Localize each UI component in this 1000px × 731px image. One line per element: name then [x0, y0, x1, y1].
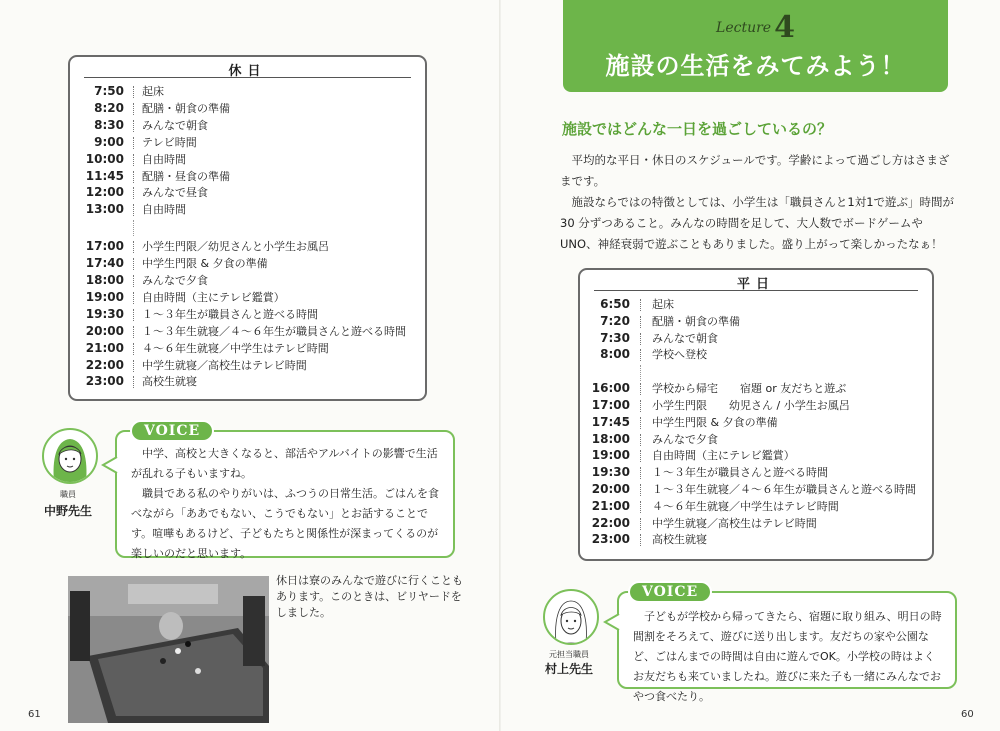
- schedule-time: 18:00: [85, 273, 124, 287]
- schedule-time: 22:00: [591, 515, 630, 530]
- schedule-row: [580, 481, 932, 498]
- schedule-time: 18:00: [591, 431, 630, 446]
- time-separator: [133, 86, 134, 98]
- schedule-row: [580, 397, 932, 414]
- schedule-activity: みんなで昼食: [142, 186, 208, 200]
- schedule-activity: みんなで朝食: [652, 331, 718, 345]
- schedule-activity: みんなで夕食: [142, 274, 208, 287]
- schedule-activity: みんなで朝食: [142, 118, 208, 132]
- schedule-activity: テレビ時間: [142, 135, 197, 149]
- holiday-schedule-title: 休日: [84, 57, 411, 78]
- schedule-activity: 起床: [652, 298, 674, 311]
- schedule-row: [70, 201, 425, 218]
- time-separator: [133, 275, 134, 287]
- schedule-time: 21:00: [85, 340, 124, 355]
- schedule-row: [580, 346, 932, 363]
- time-separator: [133, 171, 134, 183]
- schedule-time: 19:30: [85, 306, 124, 321]
- schedule-activity: １～３年生就寝／４～６年生が職員さんと遊べる時間: [652, 483, 916, 496]
- voice-left-paragraph-2: 職員である私のやりがいは、ふつうの日常生活。ごはんを食べながら「ああでもない、こうでもない」とお話することです。喧嘩もあるけど、子どもたちと関係性が深まってくるのが楽しいのだと思います。: [131, 487, 439, 560]
- schedule-time: 17:45: [591, 414, 630, 429]
- page-number-right: 60: [961, 709, 974, 720]
- schedule-row: [70, 340, 425, 357]
- billiards-photo: [68, 576, 269, 723]
- schedule-row: [70, 373, 425, 390]
- schedule-time: 7:50: [94, 84, 124, 98]
- schedule-time: 19:00: [85, 289, 124, 304]
- avatar-nakano: [42, 428, 98, 484]
- schedule-row: [70, 323, 425, 340]
- schedule-time: 23:00: [591, 532, 630, 547]
- schedule-row: [580, 447, 932, 464]
- schedule-row: [70, 83, 425, 100]
- schedule-activity: 小学生門限／幼児さんと小学生お風呂: [142, 240, 329, 254]
- woman-face-icon: [545, 591, 597, 643]
- time-separator: [133, 120, 134, 132]
- schedule-row: [70, 168, 425, 185]
- time-separator: [640, 400, 641, 412]
- schedule-activity: 配膳・昼食の準備: [142, 169, 230, 183]
- schedule-time: 11:45: [85, 168, 124, 183]
- schedule-activity: 中学生門限 & 夕食の準備: [652, 415, 778, 429]
- page-fold: [499, 0, 501, 731]
- time-separator: [133, 187, 134, 199]
- voice-right-tag: VOICE: [628, 581, 712, 603]
- time-separator: [640, 383, 641, 395]
- schedule-row: [70, 289, 425, 306]
- time-separator: [640, 501, 641, 513]
- lecture-word: Lecture: [716, 20, 772, 36]
- schedule-row: [580, 498, 932, 515]
- schedule-gap-dots: [133, 220, 134, 236]
- schedule-activity: みんなで夕食: [652, 432, 718, 446]
- photo-caption: 休日は寮のみんなで遊びに行くこともあります。このときは、ビリヤードをしました。: [276, 574, 463, 619]
- schedule-row: [580, 464, 932, 481]
- schedule-activity: 起床: [142, 85, 164, 98]
- holiday-schedule-box: [68, 55, 427, 401]
- time-separator: [640, 434, 641, 446]
- schedule-gap-dots: [640, 365, 641, 381]
- lecture-title: 施設の生活をみてみよう！: [605, 52, 906, 80]
- time-separator: [133, 292, 134, 304]
- time-separator: [640, 316, 641, 328]
- schedule-time: 6:50: [600, 297, 630, 311]
- lecture-label: [563, 10, 948, 45]
- schedule-time: 23:00: [85, 374, 124, 389]
- voice-right-name: 村上先生: [544, 662, 593, 676]
- schedule-activity: １～３年生就寝／４～６年生が職員さんと遊べる時間: [142, 324, 406, 338]
- page-number-left: 61: [28, 709, 41, 720]
- schedule-row: [70, 100, 425, 117]
- time-separator: [640, 467, 641, 479]
- section-question: 施設ではどんな一日を過ごしているの？: [562, 120, 833, 138]
- schedule-activity: １～３年生が職員さんと遊べる時間: [652, 466, 828, 480]
- time-separator: [640, 417, 641, 429]
- schedule-row: [70, 255, 425, 272]
- voice-left-tail: [101, 455, 119, 475]
- schedule-time: 17:40: [85, 256, 124, 271]
- schedule-time: 7:30: [600, 330, 630, 345]
- intro-paragraph-1: 平均的な平日・休日のスケジュールです。学齢によって過ごし方はさまざまです。: [560, 153, 950, 188]
- schedule-time: 22:00: [85, 357, 124, 372]
- schedule-time: 17:00: [591, 398, 630, 412]
- schedule-activity: 自由時間（主にテレビ鑑賞）: [142, 290, 285, 304]
- time-separator: [133, 309, 134, 321]
- schedule-time: 8:00: [600, 347, 630, 362]
- schedule-activity: 小学生門限 幼児さん / 小学生お風呂: [652, 399, 850, 412]
- voice-right-tail: [603, 612, 621, 632]
- schedule-row: [580, 296, 932, 313]
- schedule-time: 10:00: [85, 151, 124, 166]
- schedule-row: [70, 272, 425, 289]
- weekday-schedule-title: 平日: [594, 270, 918, 291]
- schedule-row: [580, 313, 932, 330]
- voice-left-role: 職員: [60, 490, 76, 499]
- time-separator: [133, 103, 134, 115]
- schedule-activity: ４～６年生就寝／中学生はテレビ時間: [142, 341, 329, 355]
- schedule-activity: ４～６年生就寝／中学生はテレビ時間: [652, 499, 839, 513]
- schedule-activity: 自由時間: [142, 203, 186, 217]
- schedule-activity: 高校生就寝: [142, 375, 197, 389]
- schedule-time: 13:00: [85, 202, 124, 217]
- lecture-number: 4: [774, 10, 795, 45]
- schedule-activity: 配膳・朝食の準備: [652, 314, 740, 328]
- time-separator: [133, 376, 134, 388]
- time-separator: [133, 343, 134, 355]
- woman-face-icon: [44, 430, 96, 482]
- schedule-time: 8:20: [94, 100, 124, 115]
- schedule-time: 19:30: [591, 465, 630, 480]
- schedule-time: 7:20: [600, 313, 630, 328]
- schedule-row: [580, 380, 932, 397]
- time-separator: [640, 333, 641, 345]
- schedule-time: 21:00: [591, 498, 630, 513]
- schedule-row: [70, 357, 425, 374]
- weekday-schedule-box: [578, 268, 934, 561]
- intro-paragraph-2: 施設ならではの特徴としては、小学生は「職員さんと1対1で遊ぶ」時間が 30 分ずつあること。みんなの時間を足して、大人数でボードゲームや UNO、神経衰弱で遊ぶこともありました。盛り上がって楽しかったなぁ！: [560, 195, 955, 251]
- time-separator: [640, 299, 641, 311]
- schedule-row: [580, 531, 932, 548]
- voice-left-tag: VOICE: [130, 420, 214, 442]
- time-separator: [133, 137, 134, 149]
- lecture-header-band: [563, 0, 948, 92]
- schedule-activity: 中学生門限 & 夕食の準備: [142, 257, 268, 271]
- schedule-row: [70, 134, 425, 151]
- schedule-row: [580, 330, 932, 347]
- time-separator: [133, 154, 134, 166]
- voice-left-paragraph-1: 中学、高校と大きくなると、部活やアルバイトの影響で生活が乱れる子もいますね。: [131, 447, 438, 480]
- time-separator: [640, 518, 641, 530]
- schedule-activity: 自由時間: [142, 152, 186, 166]
- avatar-murakami: [543, 589, 599, 645]
- time-separator: [133, 326, 134, 338]
- schedule-row: [580, 414, 932, 431]
- time-separator: [640, 349, 641, 361]
- voice-right-box: [617, 591, 957, 703]
- schedule-activity: 高校生就寝: [652, 533, 707, 547]
- time-separator: [133, 360, 134, 372]
- time-separator: [640, 484, 641, 496]
- schedule-row: [580, 431, 932, 448]
- voice-right-paragraph-1: 子どもが学校から帰ってきたら、宿題に取り組み、明日の時間割をそろえて、遊びに送り出します。友だちの家や公園など、ごはんまでの時間は自由に遊んでOK。小学校の時はよくお友だちも来ていましたね。遊びに来た子も一緒にみんなでおやつ食べたり。: [633, 610, 942, 703]
- intro-text: [560, 150, 955, 255]
- schedule-time: 17:00: [85, 239, 124, 254]
- schedule-activity: 配膳・朝食の準備: [142, 101, 230, 115]
- schedule-time: 16:00: [591, 381, 630, 396]
- schedule-activity: 学校から帰宅 宿題 or 友だちと遊ぶ: [652, 382, 847, 396]
- schedule-time: 20:00: [85, 323, 124, 338]
- billiards-image: [68, 576, 269, 723]
- voice-left-name: 中野先生: [43, 504, 92, 518]
- schedule-row: [70, 151, 425, 168]
- schedule-time: 19:00: [591, 448, 630, 463]
- schedule-activity: 中学生就寝／高校生はテレビ時間: [142, 358, 307, 372]
- schedule-time: 20:00: [591, 482, 630, 496]
- schedule-activity: 中学生就寝／高校生はテレビ時間: [652, 516, 817, 530]
- time-separator: [133, 204, 134, 216]
- schedule-time: 8:30: [94, 117, 124, 132]
- schedule-row: [70, 238, 425, 255]
- schedule-row: [70, 306, 425, 323]
- voice-left-box: [115, 430, 455, 558]
- time-separator: [133, 258, 134, 270]
- time-separator: [133, 241, 134, 253]
- schedule-activity: 学校へ登校: [652, 348, 707, 362]
- time-separator: [640, 534, 641, 546]
- schedule-row: [70, 184, 425, 201]
- voice-right-role: 元担当職員: [549, 650, 589, 659]
- schedule-row: [580, 515, 932, 532]
- schedule-activity: １～３年生が職員さんと遊べる時間: [142, 307, 318, 321]
- schedule-time: 9:00: [94, 134, 124, 149]
- schedule-time: 12:00: [85, 185, 124, 200]
- schedule-row: [70, 117, 425, 134]
- schedule-activity: 自由時間（主にテレビ鑑賞）: [652, 449, 795, 463]
- time-separator: [640, 450, 641, 462]
